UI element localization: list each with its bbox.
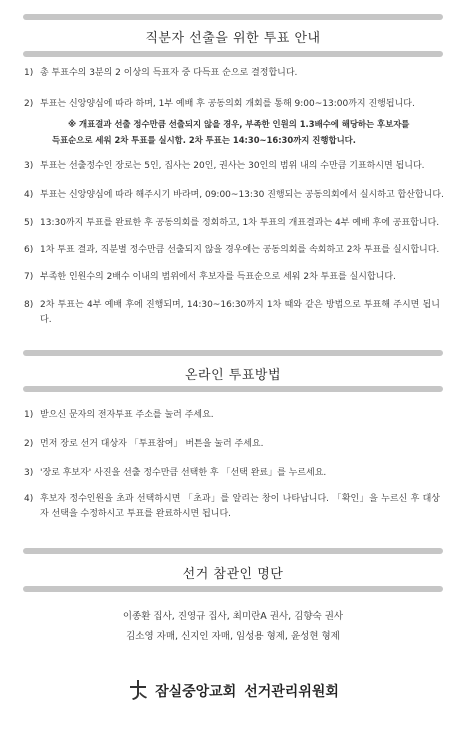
footer-signature	[0, 679, 466, 705]
item-text: 투표는 선출정수인 장로는 5인, 집사는 20인, 권사는 30인의 범위 내의 수만큼 기표하시면 됩니다.	[40, 161, 425, 171]
section-divider	[23, 51, 443, 57]
guide-item	[24, 66, 442, 81]
guide-item	[24, 298, 442, 328]
item-text: 총 투표수의 3분의 2 이상의 득표자 중 다득표 순으로 결정합니다.	[40, 68, 298, 78]
section-divider	[23, 14, 443, 20]
online-item	[24, 492, 442, 522]
guide-item	[24, 270, 442, 285]
guide-item	[24, 159, 442, 174]
guide-item	[24, 97, 442, 112]
item-number: 4)	[24, 494, 34, 504]
item-number: 6)	[24, 245, 34, 255]
online-section-title: 온라인 투표방법	[184, 368, 282, 383]
observer-list: 김소영 자매, 신지인 자매, 임성용 형제, 윤성현 형제	[126, 631, 340, 642]
item-text: 투표는 신앙양심에 따라 해주시기 바라며, 09:00~13:30 진행되는 공동의회에서 실시하고 합산합니다.	[40, 190, 444, 200]
online-item	[24, 437, 442, 452]
item-text: '장로 후보자' 사진을 선출 정수만큼 선택한 후 「선택 완료」를 누르세요.	[40, 468, 327, 478]
guide-note: 득표순으로 세워 2차 투표를 실시함. 2차 투표는 14:30~16:30까지 진행합니다.	[52, 135, 356, 145]
guide-item	[24, 188, 442, 203]
church-name: 잠실중앙교회	[155, 684, 237, 700]
item-text: 1차 투표 결과, 직분별 정수만큼 선출되지 않을 경우에는 공동의회를 속회하고 2차 투표를 실시합니다.	[40, 245, 440, 255]
item-number: 3)	[24, 161, 34, 171]
item-number: 4)	[24, 190, 34, 200]
item-text: 먼저 장로 선거 대상자 「투표참여」 버튼을 눌러 주세요.	[40, 439, 264, 449]
item-number: 2)	[24, 99, 34, 109]
item-text: 부족한 인원수의 2배수 이내의 범위에서 후보자를 득표순으로 세워 2차 투표를 실시합니다.	[40, 272, 396, 282]
item-number: 3)	[24, 468, 34, 478]
item-number: 5)	[24, 218, 34, 228]
item-text: 받으신 문자의 전자투표 주소를 눌러 주세요.	[40, 410, 214, 420]
committee-name: 선거관리위원회	[244, 684, 339, 700]
observer-list: 이종환 집사, 진영규 집사, 최미란A 권사, 김향숙 권사	[122, 611, 344, 622]
cross-icon	[127, 679, 149, 705]
guide-note: ※ 개표결과 선출 정수만큼 선출되지 않을 경우, 부족한 인원의 1.3배수에 해당하는 후보자를	[68, 119, 410, 129]
guide-item	[24, 216, 442, 231]
guide-section-title: 직분자 선출을 위한 투표 안내	[145, 31, 321, 46]
item-number: 7)	[24, 272, 34, 282]
item-text: 2차 투표는 4부 예배 후에 진행되며, 14:30~16:30까지 1차 때와 같은 방법으로 투표해 주시면 됩니다.	[40, 300, 440, 325]
item-number: 1)	[24, 410, 34, 420]
item-number: 2)	[24, 439, 34, 449]
item-text: 투표는 신앙양심에 따라 하며, 1부 예배 후 공동의회 개회를 통해 9:00~13:00까지 진행됩니다.	[40, 99, 415, 109]
guide-item	[24, 243, 442, 258]
section-divider	[23, 548, 443, 554]
item-number: 1)	[24, 68, 34, 78]
item-text: 후보자 정수인원을 초과 선택하시면 「초과」를 알리는 창이 나타납니다. 「확인」을 누르신 후 대상자 선택을 수정하시고 투표를 완료하시면 됩니다.	[40, 494, 440, 519]
item-number: 8)	[24, 300, 34, 310]
committee-section-title: 선거 참관인 명단	[182, 567, 284, 582]
item-text: 13:30까지 투표를 완료한 후 공동의회를 정회하고, 1차 투표의 개표결과는 4부 예배 후에 공표합니다.	[40, 218, 440, 228]
section-divider	[23, 386, 443, 392]
section-divider	[23, 586, 443, 592]
online-item	[24, 408, 442, 423]
online-item	[24, 466, 442, 481]
section-divider	[23, 350, 443, 356]
